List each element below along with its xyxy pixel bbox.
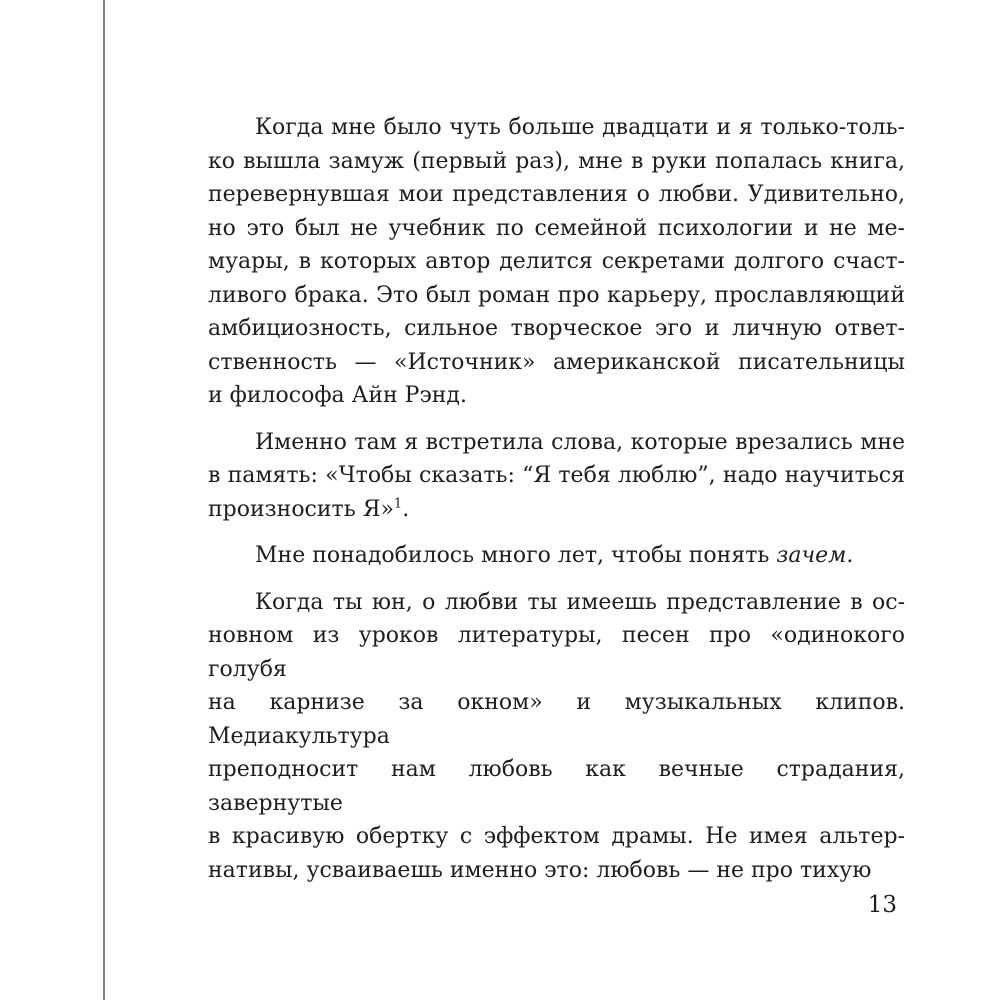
text-line (208, 178, 905, 212)
text-line (208, 346, 905, 380)
paragraph (208, 111, 905, 413)
text-segment: ливого брака. Это был роман про карьеру, прославляющий (208, 282, 905, 308)
text-line (208, 245, 905, 279)
text-line (208, 493, 905, 527)
text-line (208, 753, 905, 820)
text-segment: в память: «Чтобы сказать: “Я тебя люблю”, надо научиться (208, 463, 905, 488)
text-line (208, 145, 905, 179)
text-segment: на карнизе за окном» и музыкальных клипов. Медиакультура (208, 690, 905, 749)
paragraph (208, 586, 905, 888)
paragraph (208, 539, 905, 573)
text-segment: Именно там я встретила слова, которые врезались мне (255, 429, 905, 455)
text-segment: нативы, усваиваешь именно это: любовь — не про тихую (208, 857, 872, 883)
page-edge-line (103, 0, 105, 1000)
text-segment: Когда ты юн, о любви ты имеешь представление в ос- (255, 589, 905, 615)
text-segment: муары, в которых автор делится секретами долгого счаст- (208, 249, 905, 274)
text-line (208, 312, 905, 346)
text-line (208, 686, 905, 753)
text-segment: перевернувшая мои представления о любви. Удивительно, (208, 182, 905, 207)
text-line (208, 459, 905, 493)
text-segment: новном из уроков литературы, песен про «одинокого голубя (208, 623, 905, 682)
paragraph (208, 426, 905, 527)
text-segment: преподносит нам любовь как вечные страдания, завернутые (208, 757, 905, 816)
text-segment: амбициозность, сильное творческое эго и личную ответ- (208, 316, 905, 341)
text-line (208, 820, 905, 854)
text-line (208, 619, 905, 686)
text-segment: в красивую обертку с эффектом драмы. Не имея альтер- (208, 824, 905, 849)
text-segment: и философа Айн Рэнд. (208, 383, 467, 408)
text-segment: ко вышла замуж (первый раз), мне в руки попалась книга, (208, 148, 905, 174)
text-line (208, 539, 905, 573)
text-segment: но это был не учебник по семейной психологии и не ме- (208, 215, 905, 241)
text-segment: зачем. (776, 543, 854, 568)
text-line (208, 426, 905, 460)
text-segment: Когда мне было чуть больше двадцати и я только-толь- (255, 115, 905, 140)
text-line (208, 279, 905, 313)
footnote-marker: 1 (393, 496, 403, 512)
text-line (208, 212, 905, 246)
text-line (208, 379, 905, 413)
text-segment: ственность — «Источник» американской писательницы (208, 349, 905, 375)
text-segment: . (402, 496, 410, 522)
text-line (208, 854, 905, 888)
page-text (208, 111, 905, 887)
text-segment: Мне понадобилось много лет, чтобы понять (255, 543, 777, 568)
page-number: 13 (867, 892, 897, 918)
text-line (208, 111, 905, 145)
text-line (208, 586, 905, 620)
text-segment: произносить Я» (208, 496, 394, 522)
